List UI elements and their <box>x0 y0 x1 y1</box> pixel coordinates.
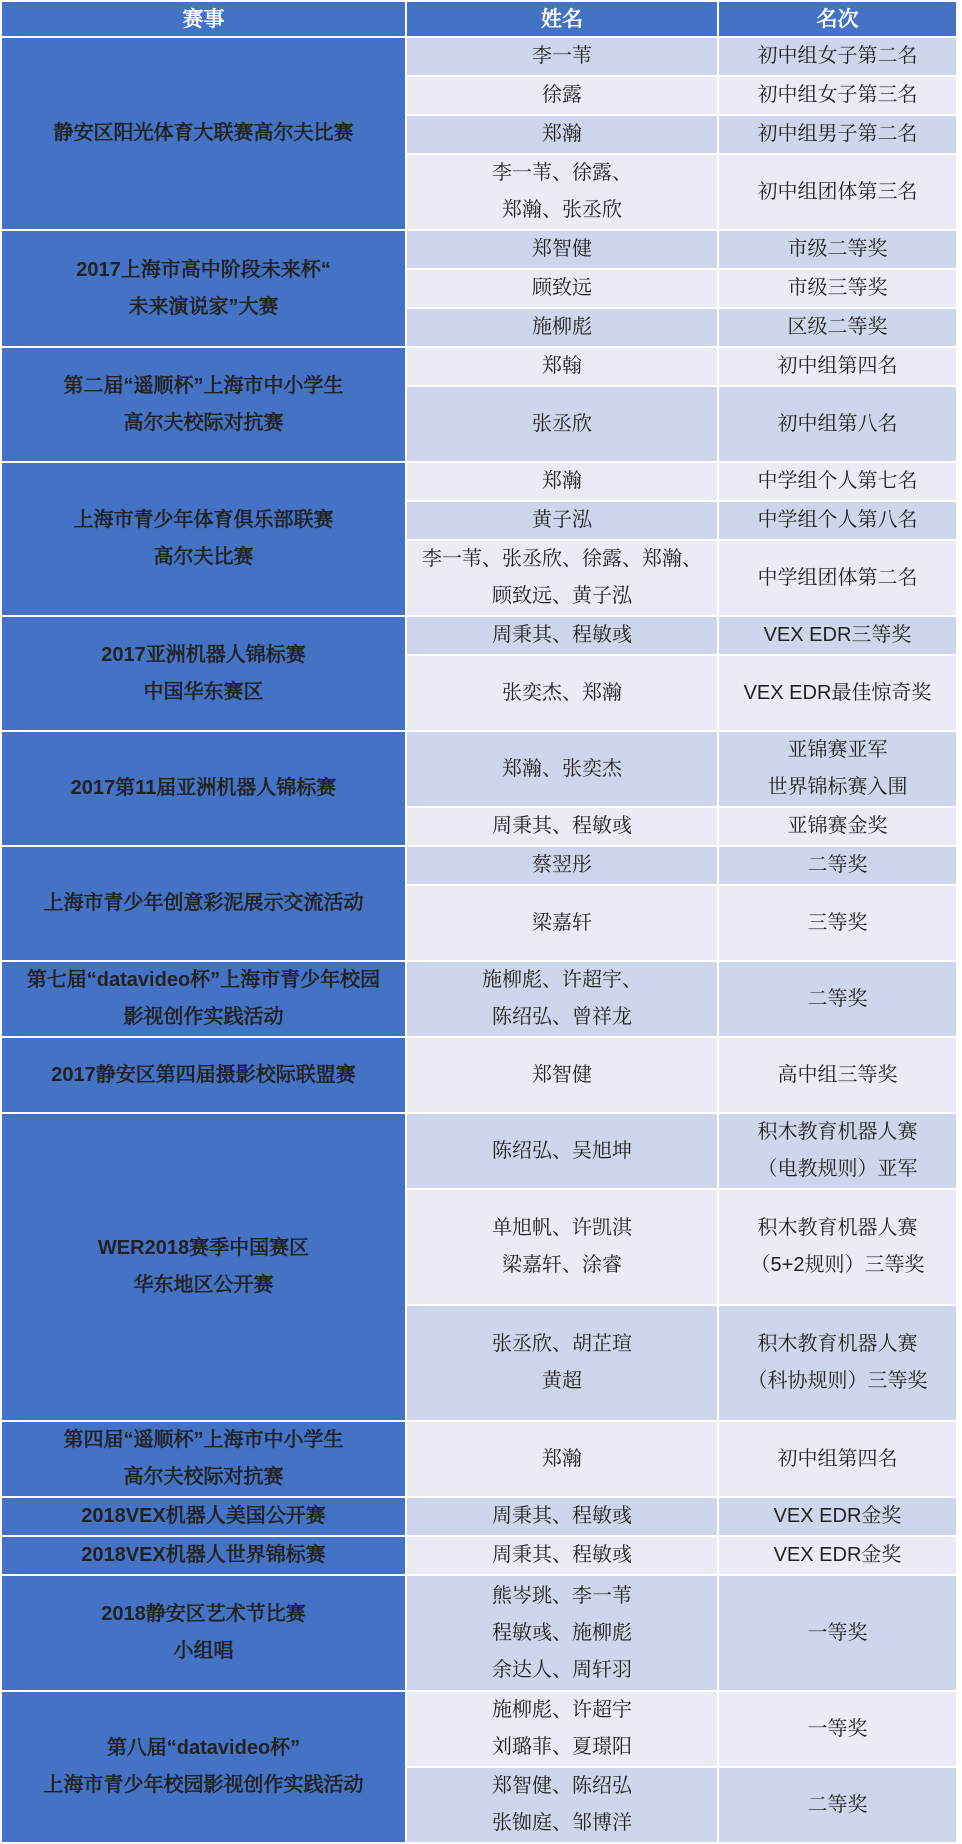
cell-line: 积木教育机器人赛 <box>757 1333 918 1355</box>
rank-cell <box>719 1190 956 1304</box>
rank-cell <box>719 962 956 1036</box>
cell-line: 高尔夫比赛 <box>153 546 254 568</box>
header-row <box>2 2 956 36</box>
cell-line: 2017静安区第四届摄影校际联盟赛 <box>51 1063 356 1086</box>
names-cell <box>407 732 717 806</box>
event-cell <box>2 348 405 461</box>
names-cell <box>407 348 717 385</box>
cell-line: 郑瀚、张奕杰 <box>502 757 622 780</box>
cell-line: 2018VEX机器人世界锦标赛 <box>81 1544 326 1566</box>
table-row <box>2 1422 956 1496</box>
cell-line: 余达人、周轩羽 <box>492 1658 632 1681</box>
names-cell <box>407 231 717 268</box>
event-cell <box>2 617 405 730</box>
rank-cell <box>719 1306 956 1420</box>
names-cell <box>407 1114 717 1188</box>
table-row <box>2 1038 956 1112</box>
cell-line: （5+2规则）三等奖 <box>750 1254 925 1276</box>
event-cell <box>2 1576 405 1690</box>
event-cell <box>2 463 405 615</box>
cell-line: 高中组三等奖 <box>777 1063 898 1086</box>
table-row <box>2 847 956 884</box>
cell-line: 熊岑珧、李一苇 <box>492 1584 632 1607</box>
cell-line: 徐露 <box>542 84 582 106</box>
cell-line: 三等奖 <box>807 911 868 934</box>
event-cell <box>2 231 405 346</box>
names-cell <box>407 116 717 153</box>
cell-line: 一等奖 <box>807 1717 868 1740</box>
rank-cell <box>719 1692 956 1766</box>
rank-cell <box>719 847 956 884</box>
rank-cell <box>719 617 956 654</box>
cell-line: 郑瀚 <box>542 470 582 492</box>
names-cell <box>407 1498 717 1535</box>
cell-line: 高尔夫校际对抗赛 <box>123 411 284 434</box>
cell-line: 李一苇、张丞欣、徐露、郑瀚、 <box>422 548 702 570</box>
cell-line: 2017亚洲机器人锦标赛 <box>101 643 306 666</box>
rank-cell <box>719 77 956 114</box>
cell-line: 初中组女子第三名 <box>757 84 918 106</box>
rank-cell <box>719 348 956 385</box>
header-rank: 名次 <box>719 2 956 36</box>
cell-line: 第二届“遥顺杯”上海市中小学生 <box>63 374 344 397</box>
cell-line: 中学组团体第二名 <box>757 566 918 589</box>
event-cell <box>2 1498 405 1535</box>
cell-line: 施柳彪、许超宇 <box>492 1699 632 1721</box>
cell-line: 二等奖 <box>807 854 868 876</box>
cell-line: 周秉其、程敏彧 <box>492 1544 632 1566</box>
cell-line: 程敏彧、施柳彪 <box>492 1621 632 1644</box>
rank-cell <box>719 1768 956 1842</box>
event-cell <box>2 38 405 229</box>
cell-line: 2018VEX机器人美国公开赛 <box>81 1505 326 1527</box>
cell-line: 市级二等奖 <box>787 238 888 260</box>
cell-line: 华东地区公开赛 <box>133 1274 274 1296</box>
rank-cell <box>719 656 956 730</box>
cell-line: 世界锦标赛入围 <box>767 776 908 798</box>
names-cell <box>407 1306 717 1420</box>
rank-cell <box>719 155 956 229</box>
cell-line: 中学组个人第七名 <box>757 470 918 492</box>
names-cell <box>407 309 717 346</box>
cell-line: 初中组女子第二名 <box>757 45 918 67</box>
cell-line: 李一苇、徐露、 <box>492 162 632 184</box>
event-cell <box>2 1038 405 1112</box>
cell-line: （科协规则）三等奖 <box>747 1370 928 1392</box>
cell-line: 市级三等奖 <box>787 277 888 299</box>
rank-cell <box>719 808 956 845</box>
cell-line: 上海市青少年体育俱乐部联赛 <box>73 509 334 531</box>
awards-body <box>2 38 956 1842</box>
rank-cell <box>719 1498 956 1535</box>
names-cell <box>407 387 717 461</box>
table-row <box>2 962 956 1036</box>
cell-line: 二等奖 <box>807 987 868 1010</box>
names-cell <box>407 38 717 75</box>
header-event: 赛事 <box>2 2 405 36</box>
cell-line: 顾致远、黄子泓 <box>492 585 632 607</box>
names-cell <box>407 463 717 500</box>
names-cell <box>407 656 717 730</box>
cell-line: 刘璐菲、夏璟阳 <box>492 1736 632 1758</box>
cell-line: 初中组第四名 <box>777 355 898 377</box>
event-cell <box>2 962 405 1036</box>
cell-line: 郑瀚 <box>542 1447 582 1470</box>
names-cell <box>407 1190 717 1304</box>
cell-line: 张铷庭、邹博洋 <box>492 1812 632 1834</box>
names-cell <box>407 962 717 1036</box>
cell-line: 第七届“datavideo杯”上海市青少年校园 <box>26 969 381 991</box>
event-cell <box>2 847 405 960</box>
cell-line: 影视创作实践活动 <box>123 1006 284 1028</box>
cell-line: 张丞欣 <box>532 412 592 435</box>
names-cell <box>407 502 717 539</box>
cell-line: 郑瀚、张丞欣 <box>502 199 622 221</box>
rank-cell <box>719 1576 956 1690</box>
rank-cell <box>719 1537 956 1574</box>
names-cell <box>407 1422 717 1496</box>
cell-line: 中国华东赛区 <box>143 680 264 703</box>
cell-line: 积木教育机器人赛 <box>757 1121 918 1143</box>
cell-line: 中学组个人第八名 <box>757 509 918 531</box>
cell-line: 李一苇 <box>532 45 592 67</box>
table-row <box>2 1692 956 1766</box>
names-cell <box>407 1768 717 1842</box>
table-row <box>2 348 956 385</box>
cell-line: 陈绍弘、吴旭坤 <box>492 1139 632 1162</box>
cell-line: VEX EDR金奖 <box>773 1505 902 1527</box>
cell-line: VEX EDR金奖 <box>773 1544 902 1566</box>
event-cell <box>2 1692 405 1842</box>
cell-line: 周秉其、程敏彧 <box>492 1505 632 1527</box>
names-cell <box>407 1038 717 1112</box>
cell-line: 区级二等奖 <box>787 316 888 338</box>
rank-cell <box>719 502 956 539</box>
cell-line: 亚锦赛金奖 <box>787 815 888 837</box>
cell-line: 郑智健、陈绍弘 <box>492 1775 632 1797</box>
table-row <box>2 1498 956 1535</box>
cell-line: 张奕杰、郑瀚 <box>502 681 622 704</box>
cell-line: 陈绍弘、曾祥龙 <box>492 1006 632 1028</box>
cell-line: 2017第11届亚洲机器人锦标赛 <box>70 777 337 799</box>
cell-line: 周秉其、程敏彧 <box>492 624 632 646</box>
names-cell <box>407 808 717 845</box>
cell-line: 未来演说家”大赛 <box>128 295 279 318</box>
cell-line: 一等奖 <box>807 1621 868 1644</box>
cell-line: 小组唱 <box>173 1640 234 1662</box>
rank-cell <box>719 38 956 75</box>
rank-cell <box>719 1422 956 1496</box>
cell-line: 初中组团体第三名 <box>757 180 918 203</box>
event-cell <box>2 732 405 845</box>
cell-line: VEX EDR最佳惊奇奖 <box>743 681 932 704</box>
cell-line: 顾致远 <box>532 277 592 299</box>
event-cell <box>2 1422 405 1496</box>
cell-line: 黄超 <box>542 1370 582 1392</box>
names-cell <box>407 1537 717 1574</box>
names-cell <box>407 270 717 307</box>
rank-cell <box>719 541 956 615</box>
cell-line: 梁嘉轩 <box>532 911 592 934</box>
table-row <box>2 231 956 268</box>
cell-line: 周秉其、程敏彧 <box>492 815 632 837</box>
cell-line: 静安区阳光体育大联赛高尔夫比赛 <box>53 122 354 144</box>
cell-line: 第八届“datavideo杯” <box>106 1737 301 1759</box>
rank-cell <box>719 1114 956 1188</box>
cell-line: 郑智健 <box>532 1063 592 1086</box>
cell-line: 初中组第八名 <box>777 412 898 435</box>
rank-cell <box>719 309 956 346</box>
cell-line: 施柳彪、许超宇、 <box>482 969 642 991</box>
cell-line: 郑翰 <box>542 355 582 377</box>
rank-cell <box>719 270 956 307</box>
event-cell <box>2 1114 405 1420</box>
cell-line: 二等奖 <box>807 1793 868 1816</box>
rank-cell <box>719 387 956 461</box>
cell-line: 张丞欣、胡芷瑄 <box>492 1333 632 1355</box>
table-row <box>2 1114 956 1188</box>
table-row <box>2 1576 956 1690</box>
table-row <box>2 617 956 654</box>
cell-line: 郑瀚 <box>542 123 582 145</box>
rank-cell <box>719 231 956 268</box>
cell-line: 施柳彪 <box>532 316 592 338</box>
cell-line: （电教规则）亚军 <box>757 1158 918 1180</box>
cell-line: WER2018赛季中国赛区 <box>97 1237 310 1259</box>
table-row <box>2 463 956 500</box>
cell-line: 上海市青少年校园影视创作实践活动 <box>43 1774 364 1796</box>
cell-line: 2018静安区艺术节比赛 <box>101 1603 306 1625</box>
names-cell <box>407 847 717 884</box>
names-cell <box>407 1576 717 1690</box>
cell-line: 梁嘉轩、涂睿 <box>502 1254 622 1276</box>
cell-line: 亚锦赛亚军 <box>787 739 888 761</box>
rank-cell <box>719 116 956 153</box>
names-cell <box>407 1692 717 1766</box>
cell-line: 高尔夫校际对抗赛 <box>123 1466 284 1488</box>
cell-line: 黄子泓 <box>532 509 592 531</box>
event-cell <box>2 1537 405 1574</box>
rank-cell <box>719 886 956 960</box>
rank-cell <box>719 1038 956 1112</box>
table-row <box>2 38 956 75</box>
rank-cell <box>719 463 956 500</box>
cell-line: 郑智健 <box>532 238 592 260</box>
table-row <box>2 732 956 806</box>
names-cell <box>407 617 717 654</box>
cell-line: 蔡翌彤 <box>532 854 592 876</box>
rank-cell <box>719 732 956 806</box>
cell-line: VEX EDR三等奖 <box>763 624 912 646</box>
cell-line: 初中组男子第二名 <box>757 123 918 145</box>
cell-line: 初中组第四名 <box>777 1447 898 1470</box>
table-row <box>2 1537 956 1574</box>
cell-line: 积木教育机器人赛 <box>757 1217 918 1239</box>
names-cell <box>407 886 717 960</box>
cell-line: 上海市青少年创意彩泥展示交流活动 <box>43 892 364 914</box>
cell-line: 单旭帆、许凯淇 <box>492 1217 632 1239</box>
cell-line: 2017上海市高中阶段未来杯“ <box>76 258 331 281</box>
header-names: 姓名 <box>407 2 717 36</box>
names-cell <box>407 77 717 114</box>
names-cell <box>407 541 717 615</box>
cell-line: 第四届“遥顺杯”上海市中小学生 <box>63 1429 344 1451</box>
names-cell <box>407 155 717 229</box>
